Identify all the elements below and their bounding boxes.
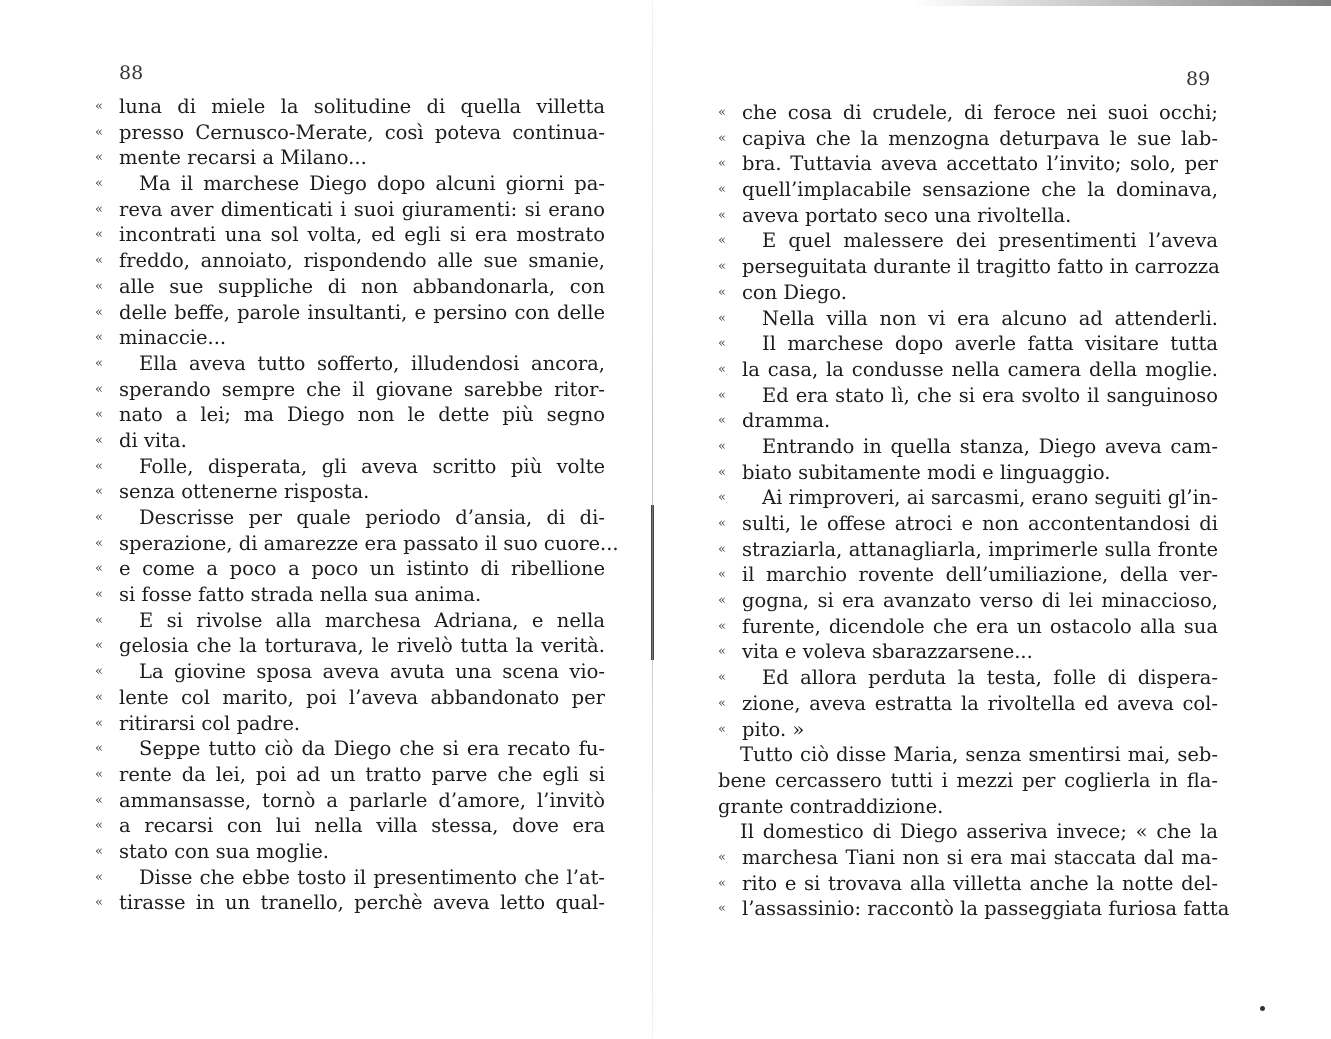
- guillemet-mark: «: [95, 741, 103, 757]
- guillemet-mark: «: [718, 233, 726, 249]
- text-line: [718, 331, 1218, 357]
- text-line: [718, 768, 1218, 794]
- line-text: delle beffe, parole insultanti, e persino con delle: [119, 300, 605, 324]
- line-text: la casa, la condusse nella camera della moglie.: [742, 357, 1218, 381]
- line-text: ammansasse, tornò a parlarle d’amore, l’invitò: [119, 788, 605, 812]
- text-line: [718, 588, 1218, 614]
- text-line: [95, 377, 605, 403]
- line-text: luna di miele la solitudine di quella villetta: [119, 95, 605, 118]
- text-line: [718, 665, 1218, 691]
- guillemet-mark: «: [95, 818, 103, 834]
- guillemet-mark: «: [95, 766, 103, 782]
- text-line: [95, 248, 605, 274]
- guillemet-mark: «: [95, 535, 103, 551]
- guillemet-mark: «: [95, 227, 103, 243]
- guillemet-mark: «: [95, 407, 103, 423]
- text-line: [95, 325, 605, 351]
- text-line: [95, 94, 605, 120]
- guillemet-mark: «: [95, 304, 103, 320]
- guillemet-mark: «: [718, 490, 726, 506]
- guillemet-mark: «: [95, 664, 103, 680]
- line-text: marchesa Tiani non si era mai staccata dal ma-: [742, 845, 1218, 869]
- line-text: minaccie...: [119, 326, 227, 350]
- guillemet-mark: «: [718, 541, 726, 557]
- text-line: [95, 274, 605, 300]
- line-text: Il marchese dopo averle fatta visitare tutta: [762, 332, 1218, 356]
- guillemet-mark: «: [95, 561, 103, 577]
- paper-speck: [1260, 1006, 1265, 1011]
- line-text: Entrando in quella stanza, Diego aveva cam-: [762, 434, 1218, 458]
- line-text: gelosia che la torturava, le rivelò tutta la verità.: [119, 634, 605, 658]
- text-line: [718, 691, 1218, 717]
- text-line: [718, 485, 1218, 511]
- text-line: [95, 608, 605, 634]
- text-line: [718, 228, 1218, 254]
- guillemet-mark: «: [718, 695, 726, 711]
- right-page: [662, 0, 1331, 1039]
- text-line: [95, 582, 605, 608]
- right-page-text: [718, 100, 1230, 922]
- text-line: [95, 402, 605, 428]
- guillemet-mark: «: [718, 130, 726, 146]
- line-text: Ed era stato lì, che si era svolto il sanguinoso: [762, 383, 1218, 407]
- line-text: Ai rimproveri, ai sarcasmi, erano seguiti gl’in-: [762, 486, 1218, 510]
- text-line: [718, 896, 1230, 922]
- line-text: Descrisse per quale periodo d’ansia, di di-: [139, 506, 605, 529]
- text-line: [718, 717, 1218, 743]
- guillemet-mark: «: [95, 689, 103, 705]
- guillemet-mark: «: [95, 381, 103, 397]
- line-text: Nella villa non vi era alcuno ad attenderli.: [762, 306, 1218, 330]
- text-line: [95, 197, 605, 223]
- text-line: [718, 383, 1218, 409]
- guillemet-mark: «: [95, 99, 103, 114]
- text-line: [95, 685, 605, 711]
- text-line: [718, 562, 1218, 588]
- text-line: [718, 460, 1218, 486]
- line-text: senza ottenerne risposta.: [119, 480, 370, 504]
- line-text: perseguitata durante il tragitto fatto in carrozza: [742, 255, 1220, 279]
- text-line: [95, 659, 605, 685]
- line-text: bra. Tuttavia aveva accettato l’invito; solo, per: [742, 152, 1218, 176]
- line-text: stato con sua moglie.: [119, 839, 329, 863]
- guillemet-mark: «: [95, 458, 103, 474]
- guillemet-mark: «: [718, 644, 726, 660]
- text-line: [718, 408, 1218, 434]
- text-line: [95, 428, 605, 454]
- right-page-number: 89: [1186, 68, 1211, 90]
- guillemet-mark: «: [95, 355, 103, 371]
- line-text: Ma il marchese Diego dopo alcuni giorni pa-: [139, 172, 605, 196]
- guillemet-mark: «: [95, 792, 103, 808]
- guillemet-mark: «: [718, 259, 726, 275]
- line-text: E quel malessere dei presentimenti l’aveva: [762, 229, 1218, 253]
- guillemet-mark: «: [95, 715, 103, 731]
- line-text: che cosa di crudele, di feroce nei suoi occhi;: [742, 101, 1218, 124]
- text-line: [718, 306, 1218, 332]
- line-text: a recarsi con lui nella villa stessa, dove era: [119, 814, 605, 838]
- text-line: [95, 145, 605, 171]
- text-line: [95, 505, 605, 531]
- guillemet-mark: «: [95, 330, 103, 346]
- line-text: capiva che la menzogna deturpava le sue lab-: [742, 126, 1218, 150]
- line-text: con Diego.: [742, 280, 847, 304]
- guillemet-mark: «: [95, 124, 103, 140]
- guillemet-mark: «: [718, 336, 726, 352]
- text-line: [718, 357, 1218, 383]
- line-text: tirasse in un tranello, perchè aveva letto qual-: [119, 891, 605, 915]
- guillemet-mark: «: [95, 176, 103, 192]
- guillemet-mark: «: [95, 843, 103, 859]
- text-line: [718, 177, 1218, 203]
- line-text: sulti, le offese atroci e non accontentandosi di: [742, 512, 1218, 535]
- line-text: furente, dicendole che era un ostacolo alla sua: [742, 614, 1218, 638]
- text-line: [95, 556, 605, 582]
- line-text: grante contraddizione.: [718, 794, 944, 818]
- line-text: sperazione, di amarezze era passato il suo cuore...: [119, 531, 619, 555]
- text-line: [95, 479, 605, 505]
- line-text: sperando sempre che il giovane sarebbe ritor-: [119, 377, 605, 401]
- text-line: [718, 100, 1218, 126]
- text-line: [718, 794, 1218, 820]
- text-line: [718, 203, 1218, 229]
- text-line: [95, 120, 605, 146]
- line-text: e come a poco a poco un istinto di ribellione: [119, 557, 605, 581]
- guillemet-mark: «: [718, 849, 726, 865]
- guillemet-mark: «: [718, 901, 726, 917]
- guillemet-mark: «: [718, 464, 726, 480]
- guillemet-mark: «: [718, 875, 726, 891]
- line-text: pito. »: [742, 717, 805, 741]
- line-text: rito e si trovava alla villetta anche la notte del-: [742, 871, 1218, 895]
- text-line: [718, 614, 1218, 640]
- text-line: [95, 839, 605, 865]
- text-line: [718, 742, 1218, 768]
- text-line: [95, 633, 605, 659]
- line-text: vita e voleva sbarazzarsene...: [742, 640, 1033, 664]
- text-line: [95, 351, 605, 377]
- text-line: [718, 254, 1218, 280]
- line-text: lente col marito, poi l’aveva abbandonato per: [119, 685, 605, 709]
- guillemet-mark: «: [718, 721, 726, 737]
- line-text: incontrati una sol volta, ed egli si era mostrato: [119, 223, 605, 247]
- line-text: quell’implacabile sensazione che la dominava,: [742, 178, 1218, 202]
- text-line: [95, 171, 605, 197]
- text-line: [718, 845, 1218, 871]
- line-text: Ella aveva tutto sofferto, illudendosi ancora,: [139, 351, 605, 375]
- line-text: reva aver dimenticati i suoi giuramenti: si erano: [119, 197, 605, 221]
- text-line: [718, 151, 1218, 177]
- line-text: Il domestico di Diego asseriva invece; « che la: [740, 820, 1218, 844]
- line-text: aveva portato seco una rivoltella.: [742, 203, 1072, 227]
- line-text: di vita.: [119, 428, 187, 452]
- left-page: [0, 0, 655, 1039]
- text-line: [95, 788, 605, 814]
- text-line: [95, 222, 605, 248]
- left-page-number: 88: [119, 62, 144, 84]
- line-text: si fosse fatto strada nella sua anima.: [119, 583, 482, 607]
- text-line: [95, 531, 619, 557]
- guillemet-mark: «: [718, 310, 726, 326]
- guillemet-mark: «: [718, 516, 726, 531]
- guillemet-mark: «: [718, 413, 726, 429]
- text-line: [718, 280, 1218, 306]
- guillemet-mark: «: [95, 484, 103, 500]
- guillemet-mark: «: [718, 618, 726, 634]
- line-text: E si rivolse alla marchesa Adriana, e nella: [139, 608, 605, 632]
- guillemet-mark: «: [718, 438, 726, 454]
- line-text: freddo, annoiato, rispondendo alle sue smanie,: [119, 249, 605, 273]
- line-text: alle sue suppliche di non abbandonarla, con: [119, 274, 605, 298]
- text-line: [95, 711, 605, 737]
- text-line: [95, 890, 605, 916]
- line-text: straziarla, attanagliarla, imprimerle sulla fronte: [742, 537, 1218, 561]
- text-line: [718, 434, 1218, 460]
- text-line: [95, 762, 605, 788]
- guillemet-mark: «: [718, 182, 726, 198]
- line-text: mente recarsi a Milano...: [119, 146, 367, 170]
- guillemet-mark: «: [718, 670, 726, 686]
- line-text: Folle, disperata, gli aveva scritto più volte: [139, 454, 605, 478]
- guillemet-mark: «: [718, 284, 726, 300]
- text-line: [718, 871, 1218, 897]
- guillemet-mark: «: [95, 612, 103, 628]
- guillemet-mark: «: [95, 150, 103, 166]
- guillemet-mark: «: [95, 587, 103, 603]
- line-text: presso Cernusco-Merate, così poteva continua-: [119, 120, 605, 144]
- line-text: Ed allora perduta la testa, folle di dispera-: [762, 666, 1218, 690]
- line-text: Disse che ebbe tosto il presentimento che l’at-: [139, 865, 605, 889]
- line-text: ritirarsi col padre.: [119, 711, 301, 735]
- guillemet-mark: «: [718, 593, 726, 609]
- guillemet-mark: «: [718, 567, 726, 583]
- line-text: biato subitamente modi e linguaggio.: [742, 460, 1111, 484]
- text-line: [95, 300, 605, 326]
- line-text: Tutto ciò disse Maria, senza smentirsi mai, seb-: [740, 743, 1218, 767]
- line-text: l’assassinio: raccontò la passeggiata furiosa fatta: [742, 897, 1230, 921]
- left-page-text: [95, 94, 619, 916]
- text-line: [718, 639, 1218, 665]
- guillemet-mark: «: [95, 432, 103, 448]
- guillemet-mark: «: [95, 869, 103, 885]
- guillemet-mark: «: [95, 201, 103, 217]
- guillemet-mark: «: [718, 156, 726, 172]
- text-line: [718, 126, 1218, 152]
- guillemet-mark: «: [718, 207, 726, 223]
- guillemet-mark: «: [95, 278, 103, 294]
- line-text: il marchio rovente dell’umiliazione, della ver-: [742, 563, 1218, 587]
- text-line: [95, 454, 605, 480]
- line-text: La giovine sposa aveva avuta una scena vio-: [139, 660, 605, 684]
- line-text: gogna, si era avanzato verso di lei minaccioso,: [742, 589, 1218, 613]
- line-text: rente da lei, poi ad un tratto parve che egli si: [119, 762, 605, 786]
- line-text: nato a lei; ma Diego non le dette più segno: [119, 403, 605, 427]
- line-text: bene cercassero tutti i mezzi per coglierla in fla-: [718, 768, 1218, 792]
- text-line: [95, 736, 605, 762]
- text-line: [718, 511, 1218, 537]
- guillemet-mark: «: [718, 387, 726, 403]
- line-text: dramma.: [742, 409, 831, 433]
- text-line: [718, 537, 1218, 563]
- text-line: [718, 819, 1218, 845]
- text-line: [95, 813, 605, 839]
- text-line: [95, 865, 605, 891]
- guillemet-mark: «: [95, 510, 103, 525]
- guillemet-mark: «: [95, 638, 103, 654]
- guillemet-mark: «: [718, 105, 726, 120]
- guillemet-mark: «: [95, 253, 103, 269]
- line-text: zione, aveva estratta la rivoltella ed aveva col-: [742, 691, 1218, 715]
- line-text: Seppe tutto ciò da Diego che si era recato fu-: [139, 737, 605, 761]
- guillemet-mark: «: [95, 895, 103, 911]
- guillemet-mark: «: [718, 361, 726, 377]
